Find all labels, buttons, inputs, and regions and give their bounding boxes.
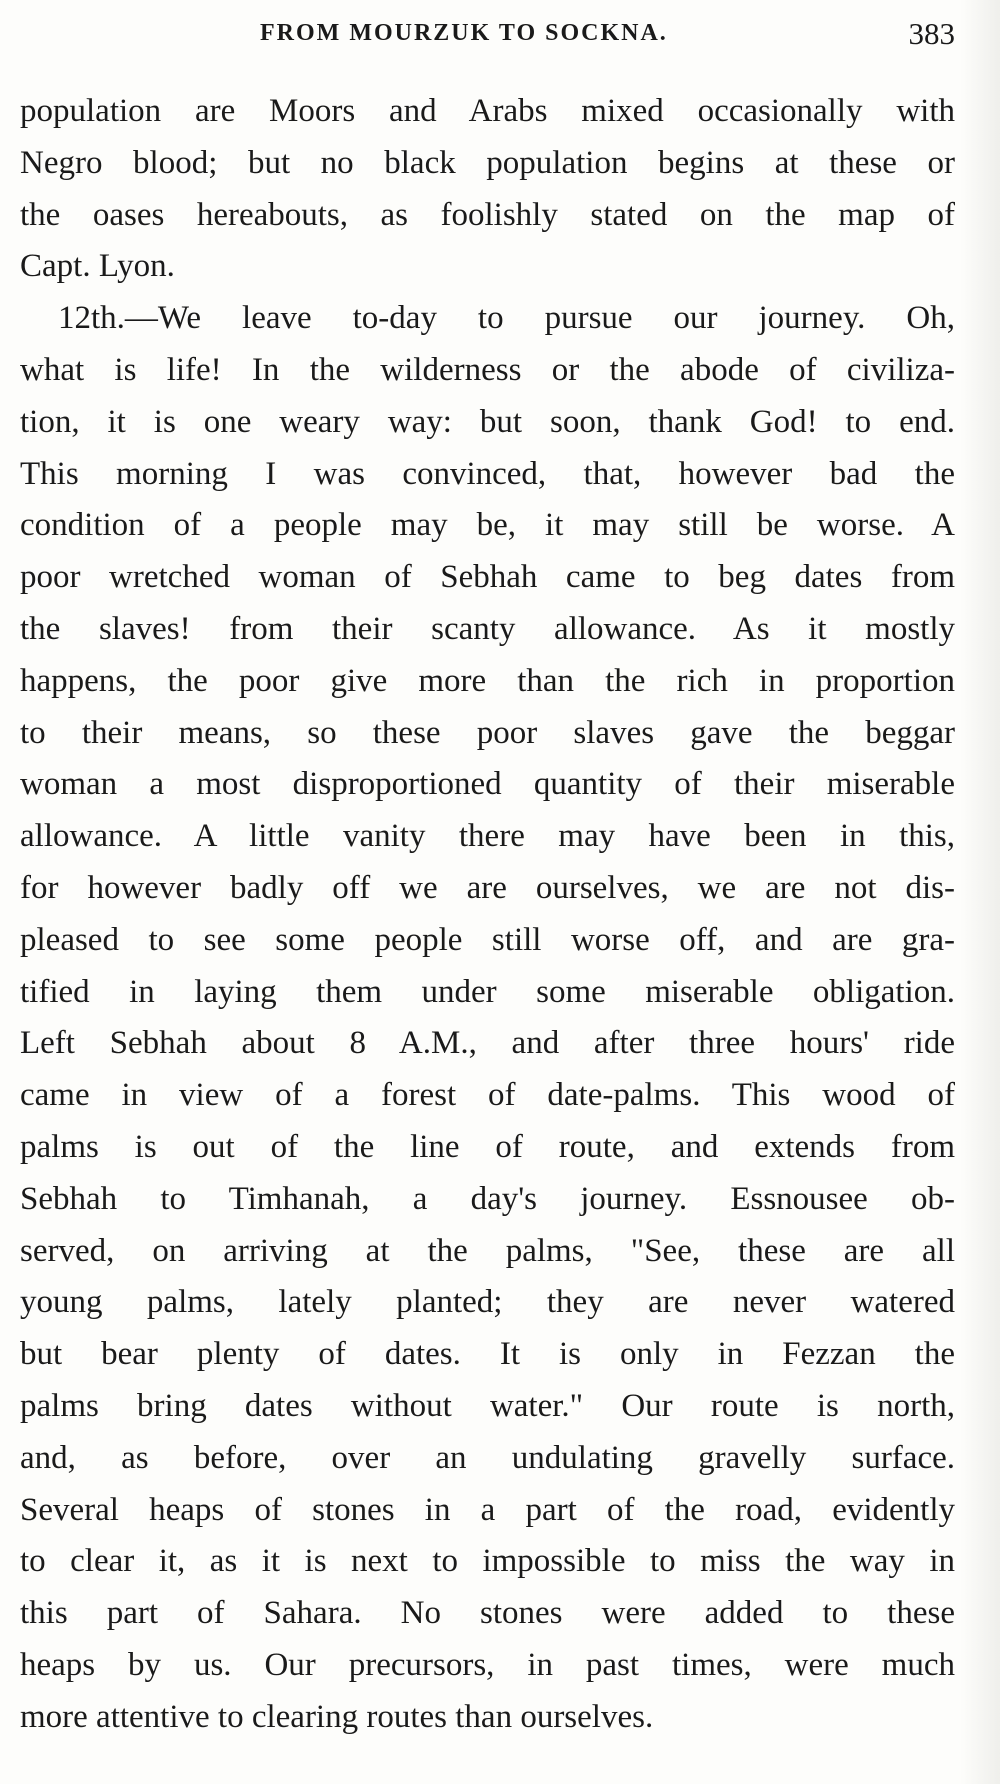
text-line: and, as before, over an undulating gravelly surface. <box>20 1439 955 1476</box>
body-text <box>20 86 955 1744</box>
text-line: Negro blood; but no black population begins at these or <box>20 144 955 181</box>
text-line: tion, it is one weary way: but soon, thank God! to end. <box>20 403 955 440</box>
page-edge-shading <box>960 0 1000 1784</box>
text-line: This morning I was convinced, that, however bad the <box>20 455 955 492</box>
text-line: more attentive to clearing routes than ourselves. <box>20 1698 654 1735</box>
text-line: tified in laying them under some miserable obligation. <box>20 973 955 1010</box>
page-number: 383 <box>908 16 955 51</box>
text-line: condition of a people may be, it may still be worse. A <box>20 507 955 544</box>
running-title: FROM MOURZUK TO SOCKNA. <box>260 20 668 46</box>
text-line: happens, the poor give more than the rich in proportion <box>20 662 955 699</box>
text-line: but bear plenty of dates. It is only in Fezzan the <box>20 1336 955 1373</box>
text-line: poor wretched woman of Sebhah came to beg dates from <box>20 559 955 596</box>
running-head <box>20 14 955 54</box>
text-line: to clear it, as it is next to impossible to miss the way in <box>20 1543 955 1580</box>
text-line: 12th.—We leave to-day to pursue our journey. Oh, <box>58 300 955 337</box>
text-line: woman a most disproportioned quantity of their miserable <box>20 766 955 803</box>
text-line: heaps by us. Our precursors, in past times, were much <box>20 1646 955 1683</box>
text-line: this part of Sahara. No stones were added to these <box>20 1595 955 1632</box>
text-line: pleased to see some people still worse off, and are gra- <box>20 921 955 958</box>
text-line: Capt. Lyon. <box>20 248 175 285</box>
text-line: the oases hereabouts, as foolishly stated on the map of <box>20 196 955 233</box>
text-line: palms bring dates without water." Our route is north, <box>20 1387 955 1424</box>
text-line: what is life! In the wilderness or the abode of civiliza- <box>20 351 955 388</box>
text-line: for however badly off we are ourselves, we are not dis- <box>20 869 955 906</box>
text-line: Left Sebhah about 8 A.M., and after three hours' ride <box>20 1025 955 1062</box>
text-line: allowance. A little vanity there may have been in this, <box>20 818 955 855</box>
text-line: the slaves! from their scanty allowance. As it mostly <box>20 610 955 647</box>
text-line: Several heaps of stones in a part of the road, evidently <box>20 1491 955 1528</box>
text-line: served, on arriving at the palms, "See, these are all <box>20 1232 955 1269</box>
text-line: came in view of a forest of date-palms. This wood of <box>20 1077 955 1114</box>
text-line: to their means, so these poor slaves gave the beggar <box>20 714 955 751</box>
text-line: young palms, lately planted; they are never watered <box>20 1284 955 1321</box>
text-line: population are Moors and Arabs mixed occasionally with <box>20 93 955 129</box>
text-line: Sebhah to Timhanah, a day's journey. Essnousee ob- <box>20 1180 955 1217</box>
text-line: palms is out of the line of route, and extends from <box>20 1128 955 1165</box>
